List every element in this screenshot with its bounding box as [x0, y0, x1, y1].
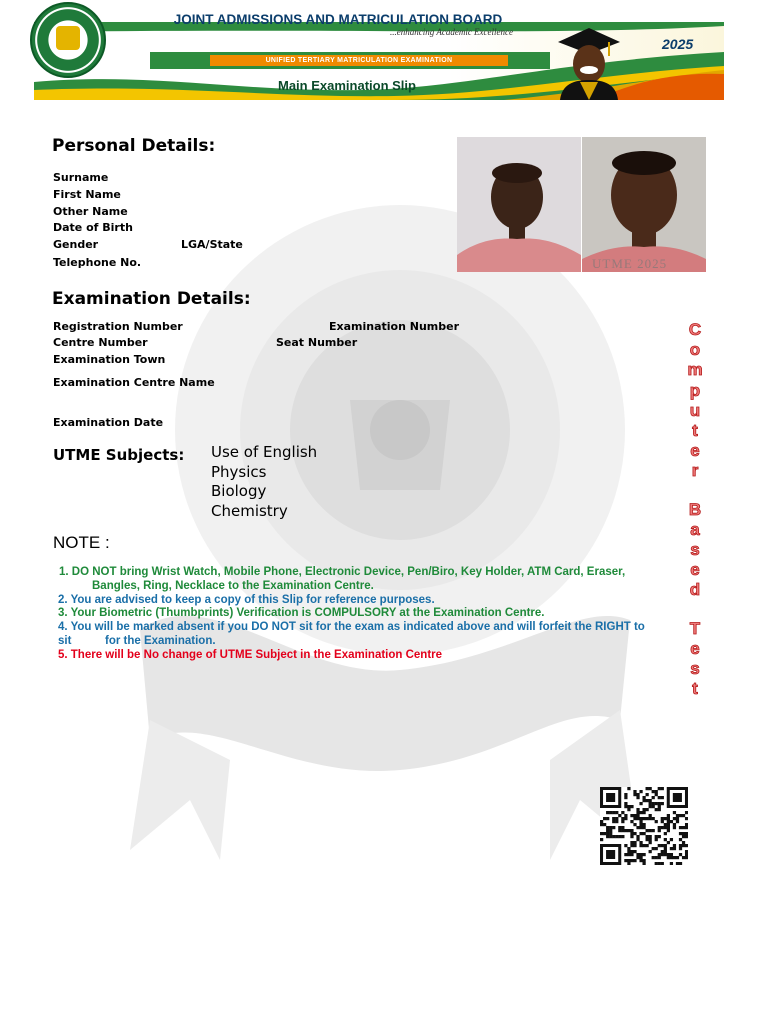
- subject-item: Chemistry: [211, 502, 288, 520]
- telephone-label: Telephone No.: [53, 256, 142, 269]
- note-2: 2. You are advised to keep a copy of this Slip for reference purposes.: [58, 594, 435, 606]
- exam-name-banner: UNIFIED TERTIARY MATRICULATION EXAMINATION: [210, 55, 508, 66]
- cbt-letter: B: [688, 500, 702, 519]
- note-4: 4. You will be marked absent if you DO NOT sit for the exam as indicated above and will forfeit the RIGHT to: [58, 621, 645, 633]
- cbt-letter: e: [690, 560, 700, 579]
- cbt-letter: C: [688, 320, 702, 339]
- centre-name-label: Examination Centre Name: [53, 376, 215, 389]
- examination-details-heading: Examination Details:: [52, 289, 251, 309]
- qr-code-icon: [600, 787, 688, 865]
- note-3: 3. Your Biometric (Thumbprints) Verification is COMPULSORY at the Examination Centre.: [58, 607, 545, 619]
- board-motto: ...enhancing Academic Excellence: [390, 27, 514, 37]
- examination-town-label: Examination Town: [53, 353, 166, 366]
- board-title: JOINT ADMISSIONS AND MATRICULATION BOARD: [173, 12, 503, 27]
- cbt-letter: s: [690, 540, 700, 559]
- registration-number-label: Registration Number: [53, 320, 183, 333]
- cbt-letter: u: [689, 401, 701, 420]
- examination-date-label: Examination Date: [53, 416, 164, 429]
- other-name-label: Other Name: [53, 205, 128, 218]
- cbt-letter: t: [692, 421, 698, 440]
- subject-item: Physics: [211, 463, 267, 481]
- cbt-letter: T: [689, 619, 701, 638]
- cbt-letter: s: [690, 659, 700, 678]
- candidate-photo-registration: [457, 137, 581, 272]
- cbt-letter: r: [691, 461, 699, 480]
- cbt-letter: e: [690, 639, 700, 658]
- cbt-letter: e: [690, 441, 700, 460]
- cbt-letter: m: [687, 360, 703, 379]
- first-name-label: First Name: [53, 188, 121, 201]
- cbt-letter: t: [692, 679, 698, 698]
- cbt-letter: d: [689, 580, 701, 599]
- subject-item: Use of English: [211, 443, 318, 461]
- examination-number-label: Examination Number: [329, 320, 460, 333]
- dob-label: Date of Birth: [53, 221, 133, 234]
- centre-number-label: Centre Number: [53, 336, 148, 349]
- exam-year: 2025: [662, 36, 694, 52]
- note-5: 5. There will be No change of UTME Subject in the Examination Centre: [58, 649, 443, 661]
- cbt-letter: o: [689, 340, 701, 359]
- lga-state-label: LGA/State: [181, 238, 243, 251]
- surname-label: Surname: [53, 171, 109, 184]
- note-4-continued: for the Examination.: [105, 635, 216, 647]
- candidate-photo-capture: [582, 137, 706, 272]
- cbt-letter: a: [690, 520, 700, 539]
- jamb-logo-icon: [30, 2, 106, 78]
- note-1: 1. DO NOT bring Wrist Watch, Mobile Phone, Electronic Device, Pen/Biro, Key Holder, ATM Card, Eraser,: [59, 566, 626, 578]
- slip-title: Main Examination Slip: [278, 78, 416, 93]
- seat-number-label: Seat Number: [276, 336, 358, 349]
- utme-subjects-heading: UTME Subjects:: [53, 446, 185, 464]
- photo-watermark-text: UTME 2025: [592, 256, 668, 271]
- graduate-image: [552, 24, 626, 100]
- personal-details-heading: Personal Details:: [52, 136, 216, 156]
- cbt-letter: p: [689, 381, 701, 400]
- note-4-word-sit: sit: [58, 635, 72, 647]
- note-1-continued: Bangles, Ring, Necklace to the Examination Centre.: [92, 580, 374, 592]
- note-heading: NOTE :: [53, 533, 110, 552]
- subject-item: Biology: [211, 482, 267, 500]
- gender-label: Gender: [53, 238, 99, 251]
